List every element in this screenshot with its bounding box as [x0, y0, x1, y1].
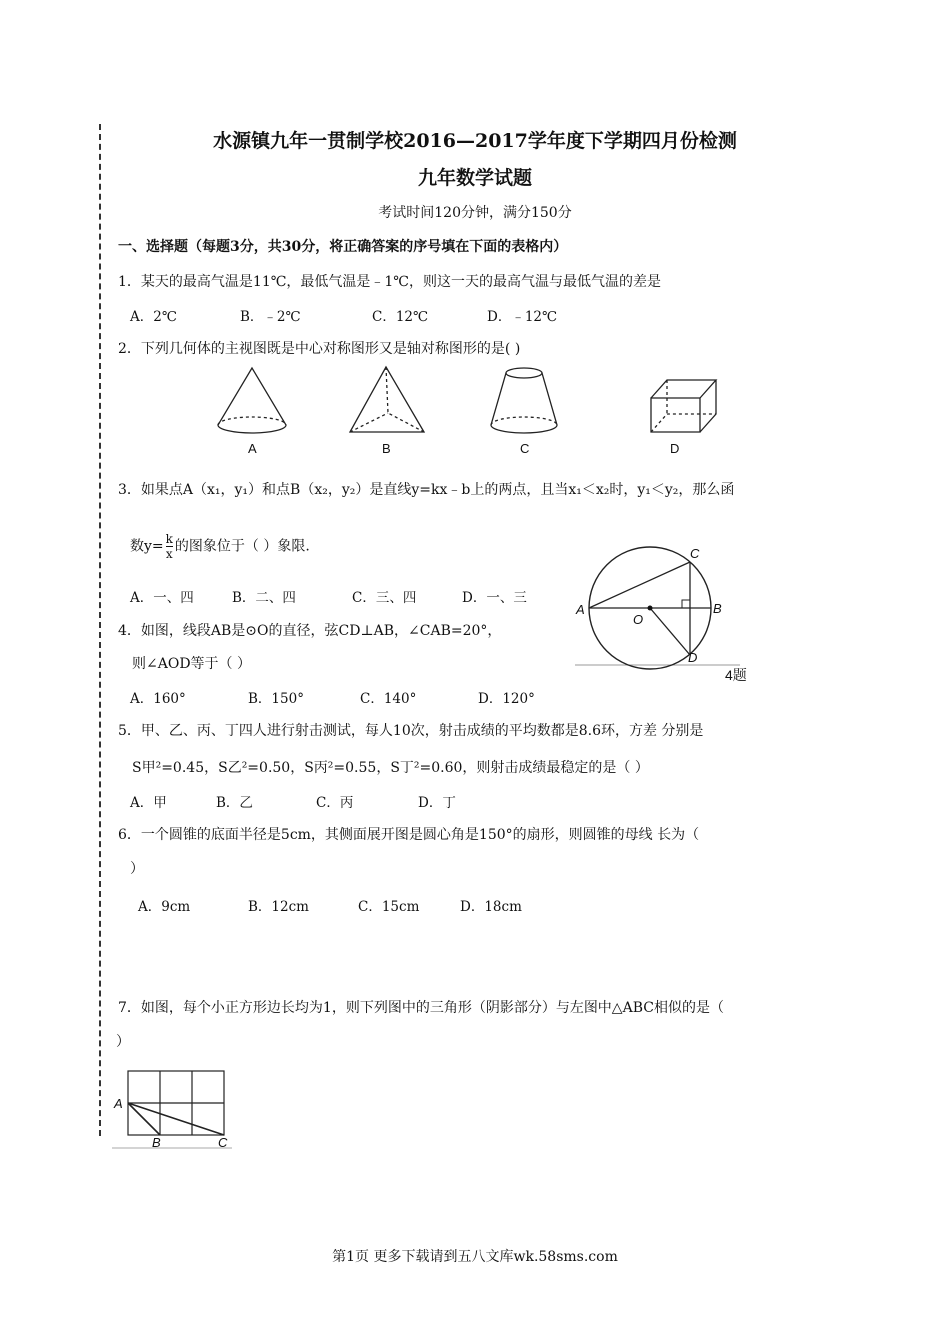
q3-option-d: D．一、三 [462, 590, 527, 606]
q4-stem-line2: 则∠AOD等于（ ） [132, 656, 251, 672]
q4-option-b: B．150° [248, 691, 304, 707]
q7-point-b: B [152, 1135, 161, 1150]
q4-point-d: D [688, 650, 698, 665]
q3-frac-denominator: x [165, 547, 173, 561]
q1-option-b: B．﹣2℃ [240, 309, 301, 325]
exam-subtitle: 九年数学试题 [417, 167, 532, 189]
q5-stem: 5．甲、乙、丙、丁四人进行射击测试，每人10次，射击成绩的平均数都是8.6环，方差 分别是 [118, 723, 704, 739]
q3-prefix: 数y= [130, 538, 164, 555]
q3-option-c: C．三、四 [352, 590, 417, 606]
q3-option-a: A．一、四 [130, 590, 194, 606]
q2-label-c: C [520, 441, 530, 456]
q4-option-d: D．120° [478, 691, 535, 707]
exam-info: 考试时间120分钟，满分150分 [378, 205, 572, 221]
q1-option-a: A．2℃ [130, 309, 177, 325]
section-heading: 一、选择题（每题3分，共30分，将正确答案的序号填在下面的表格内） [118, 239, 568, 255]
q4-point-a: A [576, 602, 585, 617]
page-footer: 第1页 更多下载请到五八文库wk.58sms.com [332, 1249, 618, 1265]
q1-option-d: D．﹣12℃ [487, 309, 558, 325]
q3-suffix: 的图象位于（ ）象限. [174, 538, 310, 555]
q4-option-a: A．160° [130, 691, 186, 707]
q5-option-c: C．丙 [316, 795, 354, 811]
q1-option-c: C．12℃ [372, 309, 429, 325]
q2-label-b: B [382, 441, 391, 456]
q6-option-a: A．9cm [138, 899, 191, 915]
q3-option-b: B．二、四 [232, 590, 296, 606]
q5-stem-line2: S甲²=0.45，S乙²=0.50，S丙²=0.55，S丁²=0.60，则射击成绩最稳定的是（ ） [132, 760, 649, 776]
q5-option-a: A．甲 [130, 795, 167, 811]
q2-label-a: A [248, 441, 257, 456]
q6-stem: 6．一个圆锥的底面半径是5cm，其侧面展开图是圆心角是150°的扇形，则圆锥的母线 长为（ [118, 827, 700, 843]
q6-option-b: B．12cm [248, 899, 309, 915]
q7-stem-line2: ） [116, 1034, 130, 1050]
q4-point-c: C [690, 546, 700, 561]
q4-point-o: O [633, 612, 644, 627]
q4-option-c: C．140° [360, 691, 417, 707]
exam-title: 水源镇九年一贯制学校2016—2017学年度下学期四月份检测 [213, 130, 737, 152]
q5-option-d: D．丁 [418, 795, 456, 811]
q5-option-b: B．乙 [216, 795, 253, 811]
q7-point-a: A [114, 1096, 123, 1111]
q7-point-c: C [218, 1135, 228, 1150]
q3-stem: 3．如果点A（x₁，y₁）和点B（x₂，y₂）是直线y=kx﹣b上的两点，且当x₁＜x₂时，y₁＜y₂，那么函 [118, 482, 735, 498]
q1-stem: 1．某天的最高气温是11℃，最低气温是﹣1℃，则这一天的最高气温与最低气温的差是 [118, 274, 661, 290]
q2-stem: 2．下列几何体的主视图既是中心对称图形又是轴对称图形的是( ) [118, 341, 521, 357]
q3-frac-numerator: k [165, 532, 173, 546]
q4-stem: 4．如图，线段AB是⊙O的直径，弦CD⊥AB，∠CAB=20°， [118, 623, 502, 639]
q4-figure-caption: 4题 [725, 667, 747, 683]
q6-stem-line2: ） [130, 861, 144, 877]
q6-option-c: C．15cm [358, 899, 420, 915]
q7-stem: 7．如图，每个小正方形边长均为1，则下列图中的三角形（阴影部分）与左图中△ABC相似的是（ [118, 1000, 724, 1016]
q2-label-d: D [670, 441, 680, 456]
q4-point-b: B [713, 601, 722, 616]
q6-option-d: D．18cm [460, 899, 522, 915]
